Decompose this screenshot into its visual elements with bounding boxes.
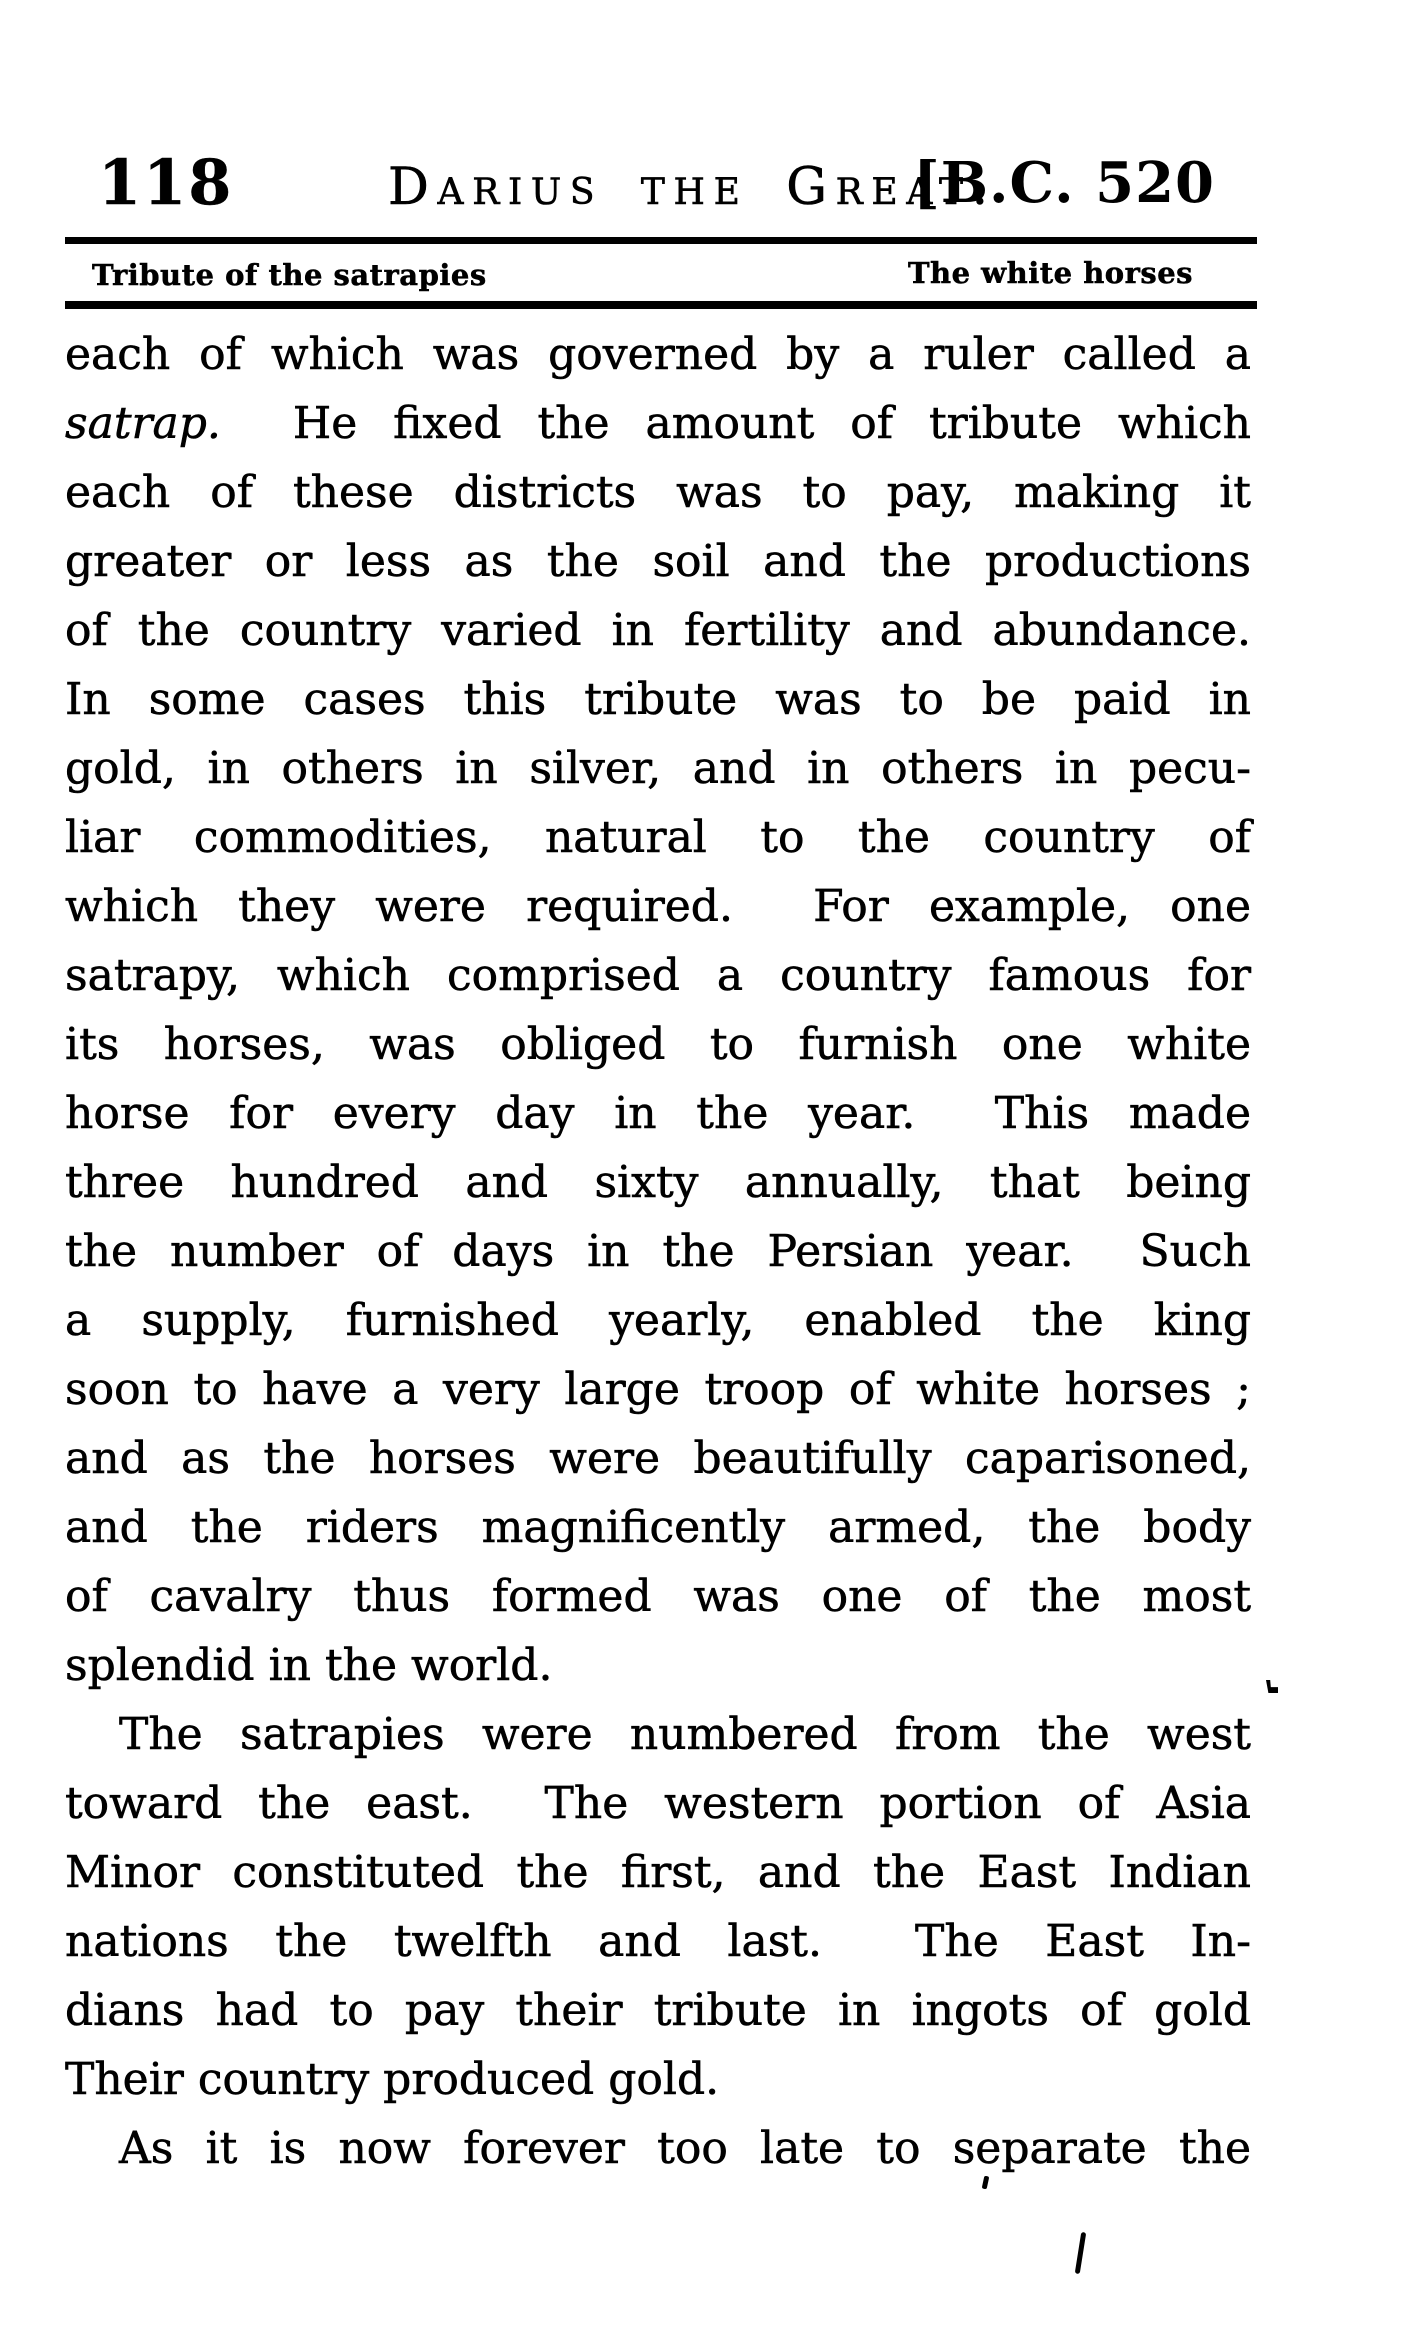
text-line xyxy=(65,1493,1251,1562)
text-segment: of the country varied in fertility and abundance. xyxy=(65,605,1251,656)
text-line xyxy=(65,1700,1251,1769)
text-line xyxy=(65,527,1251,596)
text-segment: gold, in others in silver, and in others in pecu- xyxy=(65,743,1251,794)
text-segment: satrapy, which comprised a country famous for xyxy=(65,950,1251,1001)
text-segment: a supply, furnished yearly, enabled the king xyxy=(65,1295,1251,1346)
text-segment: In some cases this tribute was to be paid in xyxy=(65,674,1251,725)
text-segment: and as the horses were beautifully caparisoned, xyxy=(65,1433,1251,1484)
text-segment: and the riders magnificently armed, the body xyxy=(65,1502,1251,1553)
text-line xyxy=(65,320,1251,389)
text-segment: the number of days in the Persian year. Such xyxy=(65,1226,1251,1277)
text-segment: Their country produced gold. xyxy=(65,2054,720,2105)
page-header-title: Darius the Great. xyxy=(388,158,997,217)
scan-speck-bottom xyxy=(1075,2232,1087,2274)
text-segment: horse for every day in the year. This made xyxy=(65,1088,1251,1139)
text-line xyxy=(65,458,1251,527)
text-line xyxy=(65,2045,1251,2114)
text-segment: each of these districts was to pay, making it xyxy=(65,467,1251,518)
text-segment: dians had to pay their tribute in ingots of gold xyxy=(65,1985,1251,2036)
text-line xyxy=(65,1769,1251,1838)
text-line xyxy=(65,1424,1251,1493)
text-segment: liar commodities, natural to the country of xyxy=(65,812,1251,863)
text-segment: As it is now forever too late to separate the xyxy=(119,2123,1251,2174)
text-segment: Minor constituted the first, and the East Indian xyxy=(65,1847,1251,1898)
scan-speck-right-margin xyxy=(1266,1680,1278,1693)
text-line xyxy=(65,2114,1251,2183)
text-segment: three hundred and sixty annually, that being xyxy=(65,1157,1251,1208)
text-segment: The satrapies were numbered from the west xyxy=(119,1709,1251,1760)
text-line xyxy=(65,1079,1251,1148)
double-rule-top xyxy=(65,237,1257,244)
text-line xyxy=(65,1838,1251,1907)
text-segment: its horses, was obliged to furnish one white xyxy=(65,1019,1251,1070)
text-segment: each of which was governed by a ruler called a xyxy=(65,329,1251,380)
double-rule-bottom xyxy=(65,301,1257,309)
text-line xyxy=(65,734,1251,803)
text-line xyxy=(65,872,1251,941)
text-line xyxy=(65,665,1251,734)
text-line xyxy=(65,1976,1251,2045)
text-segment: of cavalry thus formed was one of the most xyxy=(65,1571,1251,1622)
text-segment: He fixed the amount of tribute which xyxy=(220,398,1251,449)
page-number: 118 xyxy=(98,146,234,219)
text-segment: toward the east. The western portion of Asia xyxy=(65,1778,1251,1829)
text-line xyxy=(65,1631,1251,1700)
text-segment: nations the twelfth and last. The East In- xyxy=(65,1916,1251,1967)
italic-text-segment: satrap. xyxy=(65,398,221,449)
text-line xyxy=(65,1562,1251,1631)
running-head-left: Tribute of the satrapies xyxy=(92,258,487,292)
text-segment: soon to have a very large troop of white horses ; xyxy=(65,1364,1251,1415)
text-segment: splendid in the world. xyxy=(65,1640,553,1691)
text-line xyxy=(65,1010,1251,1079)
text-line xyxy=(65,1286,1251,1355)
text-line xyxy=(65,941,1251,1010)
text-line xyxy=(65,1148,1251,1217)
page-header-era: [B.C. 520 xyxy=(913,150,1215,216)
text-line xyxy=(65,596,1251,665)
text-segment: greater or less as the soil and the productions xyxy=(65,536,1251,587)
body-text xyxy=(65,320,1251,2183)
text-line xyxy=(65,389,1251,458)
running-head-right: The white horses xyxy=(907,256,1193,290)
text-segment: which they were required. For example, one xyxy=(65,881,1251,932)
text-line xyxy=(65,1907,1251,1976)
text-line xyxy=(65,1355,1251,1424)
text-line xyxy=(65,1217,1251,1286)
text-line xyxy=(65,803,1251,872)
